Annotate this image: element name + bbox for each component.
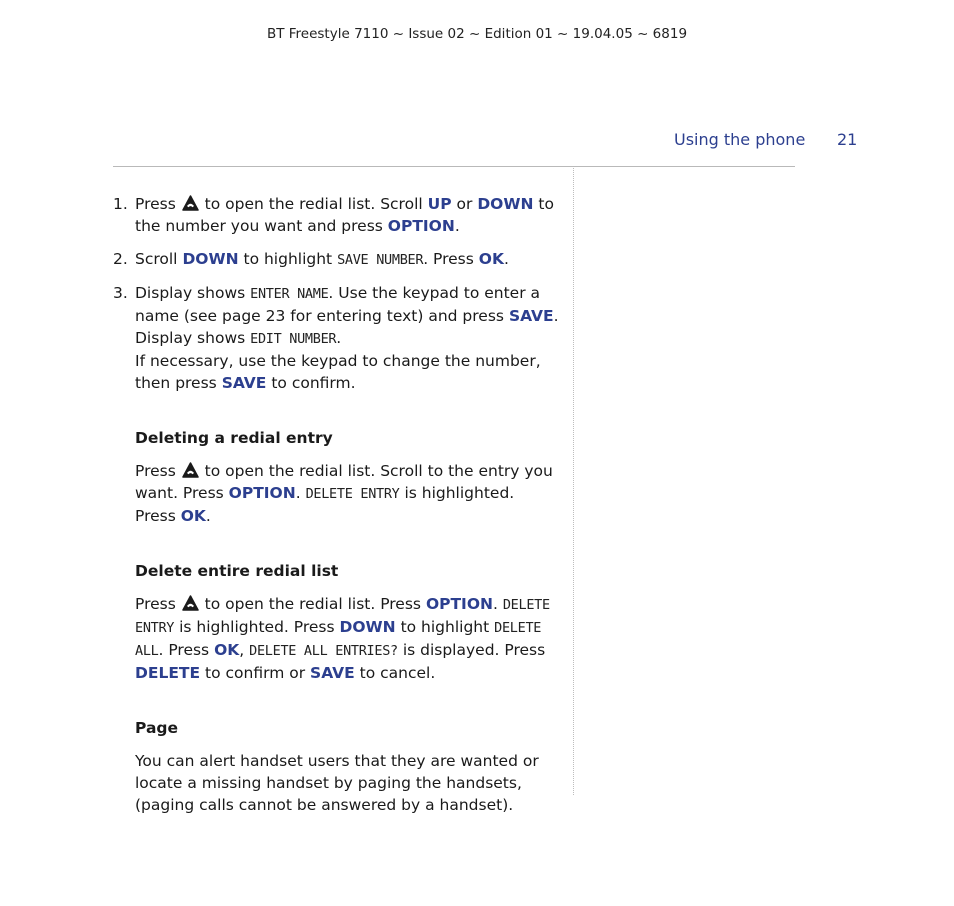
display-text: DELETE ENTRY xyxy=(305,486,400,502)
document-meta-header: BT Freestyle 7110 ~ Issue 02 ~ Edition 01 ~ 19.04.05 ~ 6819 xyxy=(266,26,688,42)
step-1: 1. Press to open the redial list. Scroll UP or DOWN to the number you want and press OPTION. xyxy=(113,195,554,235)
phone-key-icon xyxy=(181,195,200,211)
heading-deleting-redial-entry: Deleting a redial entry xyxy=(135,429,333,447)
key-delete: DELETE xyxy=(135,664,201,682)
key-down: DOWN xyxy=(477,195,534,213)
step-number: 2. xyxy=(113,250,128,268)
heading-delete-entire-list: Delete entire redial list xyxy=(135,562,339,580)
display-text: SAVE NUMBER xyxy=(337,252,424,268)
phone-key-icon xyxy=(181,595,200,611)
step-number: 1. xyxy=(113,195,128,213)
page-number: 21 xyxy=(837,130,858,149)
page-paragraph: You can alert handset users that they are wanted or locate a missing handset by paging the handsets, (paging calls cannot be answered by a handset). xyxy=(135,752,539,814)
key-save: SAVE xyxy=(221,374,267,392)
deleting-paragraph: Press to open the redial list. Scroll to the entry you want. Press OPTION. DELETE ENTRY is highlighted. Press OK. xyxy=(135,462,553,525)
step-number: 3. xyxy=(113,284,128,302)
delete-all-paragraph: Press to open the redial list. Press OPTION. DELETE ENTRY is highlighted. Press DOWN to highlight DELETE ALL. Press OK, DELETE ALL ENTRIES? is displayed. Press DELETE to confirm or SAVE to cancel. xyxy=(135,595,550,682)
key-option: OPTION xyxy=(387,217,455,235)
key-ok: OK xyxy=(214,641,240,659)
key-ok: OK xyxy=(180,507,206,525)
key-ok: OK xyxy=(478,250,504,268)
step-2: 2. Scroll DOWN to highlight SAVE NUMBER. Press OK. xyxy=(113,250,509,268)
phone-key-icon xyxy=(181,462,200,478)
display-text: DELETE ALL xyxy=(135,620,542,659)
key-down: DOWN xyxy=(182,250,239,268)
column-divider xyxy=(573,168,574,795)
display-text: DELETE ALL ENTRIES? xyxy=(249,643,398,659)
key-option: OPTION xyxy=(228,484,296,502)
step-3: 3. Display shows ENTER NAME. Use the keypad to enter a name (see page 23 for entering text) and press SAVE. Display shows EDIT NUMBER. If necessary, use the keypad to change the number, then press SAVE to confirm. xyxy=(113,284,559,392)
key-save: SAVE xyxy=(508,307,554,325)
display-text: EDIT NUMBER xyxy=(250,331,337,347)
main-column xyxy=(113,193,563,816)
heading-page: Page xyxy=(135,719,179,737)
display-text: ENTER NAME xyxy=(250,286,329,302)
display-text: DELETE ENTRY xyxy=(135,597,550,636)
key-option: OPTION xyxy=(425,595,493,613)
header-rule xyxy=(113,166,795,167)
section-label: Using the phone xyxy=(674,130,806,149)
key-down: DOWN xyxy=(339,618,396,636)
key-up: UP xyxy=(427,195,452,213)
key-save: SAVE xyxy=(310,664,355,682)
